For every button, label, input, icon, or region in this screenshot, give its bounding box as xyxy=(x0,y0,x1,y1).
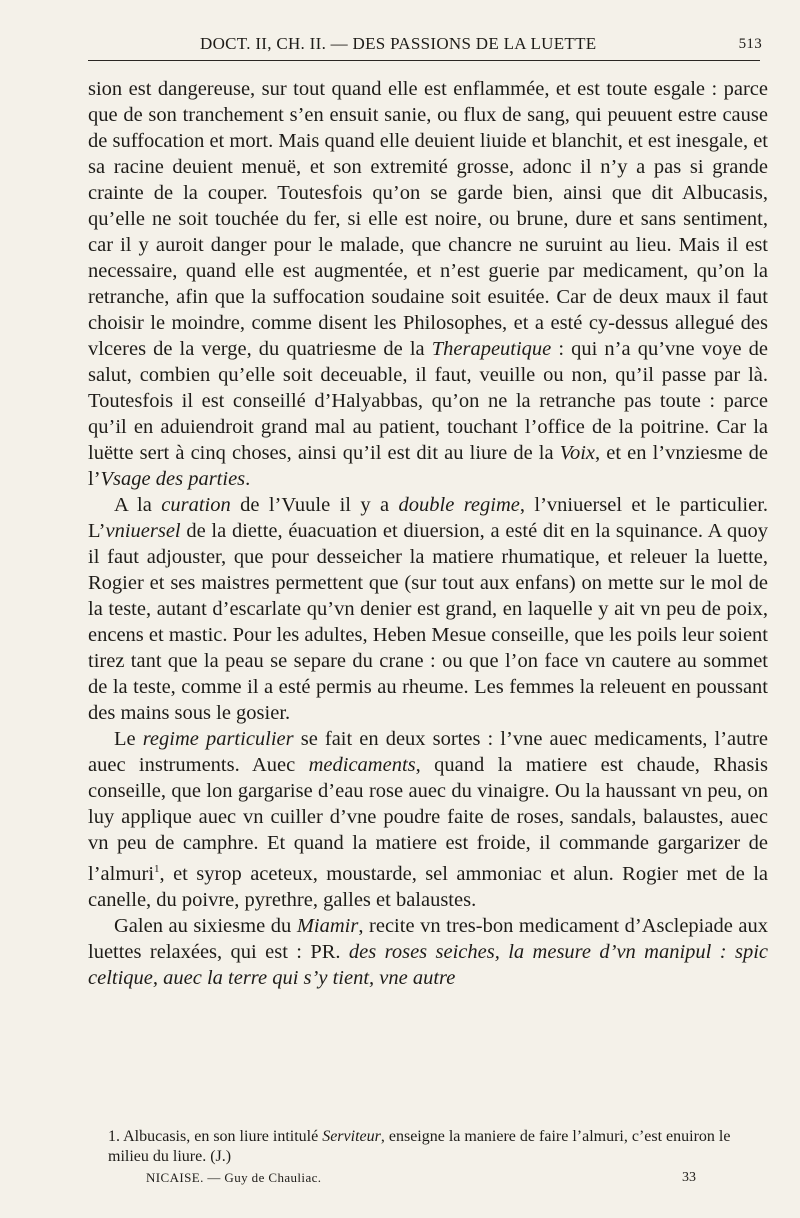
paragraph xyxy=(88,76,768,492)
text-run: Galen au sixiesme du xyxy=(114,914,297,937)
main-text xyxy=(88,76,768,991)
paragraph xyxy=(88,726,768,913)
footnote-text-end: , enseigne la maniere de faire l’almuri, c’est enuiron le milieu du liure. (J.) xyxy=(108,1128,731,1165)
paragraph xyxy=(88,913,768,991)
italic-text: curation xyxy=(161,494,231,516)
footnote-italic: Serviteur xyxy=(322,1128,381,1145)
text-run: , et en l’vnziesme de l’ xyxy=(88,442,768,490)
italic-text: Voix xyxy=(559,442,595,464)
text-run: . xyxy=(245,468,251,490)
footnote-ref: 1 xyxy=(154,863,160,875)
text-run: , recite vn tres-bon medicament d’Asclepiade aux luettes relaxées, qui est : PR. xyxy=(88,914,768,963)
italic-text: regime particulier xyxy=(142,728,294,750)
page-number: 513 xyxy=(738,36,762,52)
italic-text: medicaments xyxy=(308,754,416,776)
footnote-text: Albucasis, en son liure intitulé xyxy=(120,1128,323,1145)
header-rule xyxy=(88,60,760,61)
running-header xyxy=(86,30,762,56)
italic-text: des roses seiches, la mesure d’vn manipul : spic celtique, auec la terre qui s’y tient, vne autre xyxy=(88,940,768,989)
text-run: Le xyxy=(114,728,143,750)
text-run: : qui n’a qu’vne voye de salut, combien qu’elle soit deceuable, il faut, veuille ou non, qu’il passe par là. Toutesfois il est conseillé d’Halyabbas, qu’on ne la retranche pas toute : parce qu’il en aduiendroit grand mal au patient, touchant l’office de la poitrine. Car la luëtte sert à cinq choses, ainsi qu’il est dit au liure de la xyxy=(88,338,768,464)
signature-line: NICAISE. — Guy de Chauliac. xyxy=(146,1170,322,1185)
italic-text: double regime xyxy=(398,494,520,516)
text-run: , quand la matiere est chaude, Rhasis conseille, que lon gargarise d’eau rose auec du vinaigre. Ou la haussant vn peu, on luy applique auec vn cuiller d’vne poudre faite de roses, sandals, balaustes, auec vn peu de camphre. Et quand la matiere est froide, il commande gargarizer de l’almuri xyxy=(88,754,768,885)
text-run: , et syrop aceteux, moustarde, sel ammoniac et alun. Rogier met de la canelle, du poivre, pyrethre, galles et balaustes. xyxy=(88,862,768,911)
italic-text: Vsage des parties xyxy=(100,468,246,490)
italic-text: Therapeutique xyxy=(431,338,552,360)
text-run: , l’vniuersel et le particulier. L’ xyxy=(88,494,769,542)
text-run: sion est dangereuse, sur tout quand elle est enflammée, et est toute esgale : parce que de son tranchement s’en ensuit sanie, ou flux de sang, qui peuuent estre cause de suffocation et mort. Mais quand elle deuient liuide et blanchit, et est inesgale, et sa racine deuient menuë, et son extremité grosse, adonc il n’y a pas si grande crainte de la couper. Toutesfois qu’on se garde bien, ainsi que dit Albucasis, qu’elle ne soit touchée du fer, si elle est noire, ou brune, dure et sans sentiment, car il y auroit danger pour le malade, que chancre ne suruint au lieu. Mais il est necessaire, quand elle est augmentée, et n’est guerie par medicament, qu’on la retranche, afin que la suffocation soudaine soit esuitée. Car de deux maux il faut choisir le moindre, comme disent les Philosophes, et a esté cy-dessus allegué des vlceres de la verge, du quatriesme de la xyxy=(88,78,768,360)
running-title: DOCT. II, CH. II. — DES PASSIONS DE LA LUETTE xyxy=(200,34,597,53)
italic-text: Miamir xyxy=(296,914,359,937)
text-run: de l’Vuule il y a xyxy=(230,494,399,516)
footnote-number: 1. xyxy=(108,1128,120,1145)
text-run: A la xyxy=(114,494,162,516)
text-run: se fait en deux sortes : l’vne auec medicaments, l’autre auec instruments. Auec xyxy=(88,728,768,776)
signature-number: 33 xyxy=(682,1170,696,1185)
italic-text: vniuersel xyxy=(105,520,181,542)
text-run: de la diette, éuacuation et diuersion, a esté dit en la squinance. A quoy il faut adjouster, que pour desseicher la matiere rhumatique, et releuer la luette, Rogier et ses maistres permettent que (sur tout aux enfans) on mette sur le mol de la teste, autant d’escarlate qu’vn denier est grand, en laquelle y ait vn peu de poix, encens et mastic. Pour les adultes, Heben Mesue conseille, que les poils leur soient tirez tant que la peau se separe du crane : ou que l’on face vn cautere au sommet de la teste, comme il a esté permis au rheume. Les femmes la releuent en poussant des mains sous le gosier. xyxy=(88,520,768,724)
paragraph xyxy=(88,492,768,726)
footnote xyxy=(108,1127,768,1167)
